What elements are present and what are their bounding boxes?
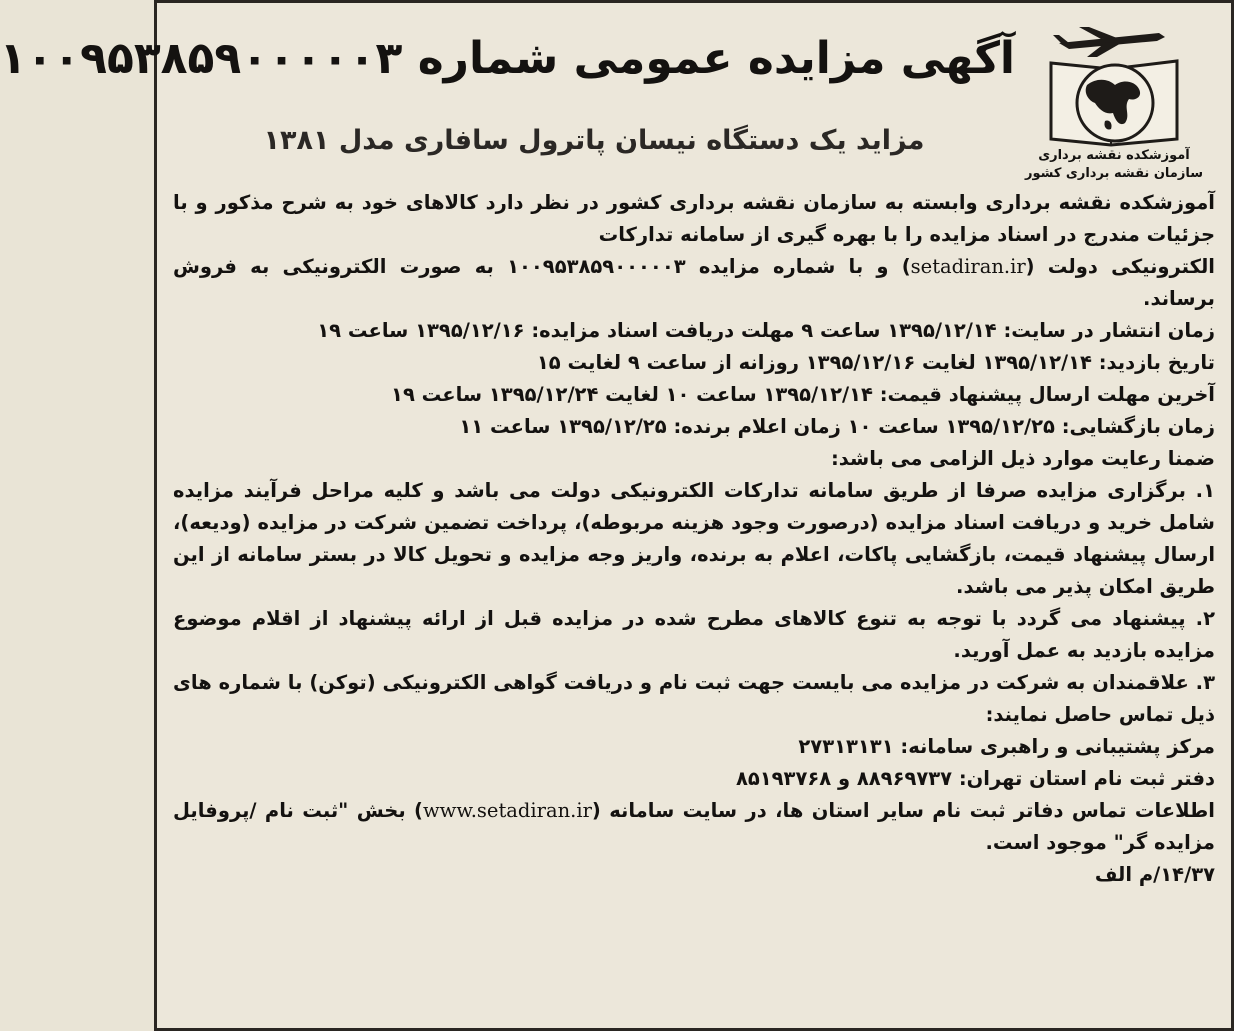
requirement-item-1: ۱. برگزاری مزایده صرفا از طریق سامانه تدارکات الکترونیکی دولت می باشد و کلیه مراحل فرآیند مزایده شامل خرید و دریافت اسناد مزایده (درصورت وجود هزینه مربوطه)، پرداخت تضمین شرکت در مزایده (ودیعه)، ارسال پیشنهاد قیمت، بازگشایی پاکات، اعلام به برنده، واریز وجه مزایده و تحویل کالا در بستر سامانه از این طریق امکان پذیر می باشد. xyxy=(173,479,1215,598)
contact-other-text-b: ) بخش "ثبت نام /پروفایل مزایده گر" موجود است. xyxy=(173,799,1215,854)
notice-header xyxy=(0,17,1215,185)
logo-text-line-2: سازمان نقشه برداری کشور xyxy=(1024,166,1204,181)
intro-paragraph: آموزشکده نقشه برداری وابسته به سازمان نقشه برداری کشور در نظر دارد کالاهای خود به شرح مذکور و با جزئیات مندرج در اسناد مزایده را با بهره گیری از سامانه تدارکات xyxy=(173,191,1215,246)
logo-text-line-1: آموزشکده نقشه برداری xyxy=(1038,148,1190,163)
notice-subtitle: مزاید یک دستگاه نیسان پاترول سافاری مدل ۱۳۸۱ xyxy=(263,125,925,156)
requirements-intro: ضمنا رعایت موارد ذیل الزامی می باشد: xyxy=(830,447,1215,470)
contact-other-text-a: اطلاعات تماس دفاتر ثبت نام سایر استان ها، در سایت سامانه ( xyxy=(591,799,1215,822)
notice-code: ۱۴/۳۷/م الف xyxy=(1094,863,1215,886)
schedule-visit: تاریخ بازدید: ۱۳۹۵/۱۲/۱۴ لغایت ۱۳۹۵/۱۲/۱۶ روزانه از ساعت ۹ لغایت ۱۵ xyxy=(536,351,1215,374)
schedule-opening: زمان بازگشایی: ۱۳۹۵/۱۲/۲۵ ساعت ۱۰ زمان اعلام برنده: ۱۳۹۵/۱۲/۲۵ ساعت ۱۱ xyxy=(459,415,1215,438)
intro-text-b: ) و با شماره مزایده ۱۰۰۹۵۳۸۵۹۰۰۰۰۰۳ به صورت الکترونیکی به فروش برساند. xyxy=(173,255,1215,310)
globe-airplane-logo-icon xyxy=(1039,23,1189,147)
intro-text-a: الکترونیکی دولت ( xyxy=(1025,255,1215,278)
setadiran-www-link[interactable]: www.setadiran.ir xyxy=(422,799,592,822)
schedule-publish: زمان انتشار در سایت: ۱۳۹۵/۱۲/۱۴ ساعت ۹ مهلت دریافت اسناد مزایده: ۱۳۹۵/۱۲/۱۶ ساعت ۱۹ xyxy=(317,319,1215,342)
organization-logo xyxy=(1023,23,1205,183)
requirement-item-2: ۲. پیشنهاد می گردد با توجه به تنوع کالاهای مطرح شده در مزایده قبل از ارائه پیشنهاد از اقلام موضوع مزایده بازدید به عمل آورید. xyxy=(173,607,1215,662)
schedule-deadline: آخرین مهلت ارسال پیشنهاد قیمت: ۱۳۹۵/۱۲/۱۴ ساعت ۱۰ لغایت ۱۳۹۵/۱۲/۲۴ ساعت ۱۹ xyxy=(391,383,1215,406)
requirement-item-3: ۳. علاقمندان به شرکت در مزایده می بایست جهت ثبت نام و دریافت گواهی الکترونیکی (توکن) با شماره های ذیل تماس حاصل نمایند: xyxy=(173,671,1215,726)
notice-title: آگهی مزایده عمومی شماره ۱۰۰۹۵۳۸۵۹۰۰۰۰۰۳ xyxy=(0,33,1015,84)
intro-continuation xyxy=(173,251,1215,315)
contact-support: مرکز پشتیبانی و راهبری سامانه: ۲۷۳۱۳۱۳۱ xyxy=(798,735,1215,758)
notice-body xyxy=(173,187,1215,891)
contact-tehran: دفتر ثبت نام استان تهران: ۸۸۹۶۹۷۳۷ و ۸۵۱۹۳۷۶۸ xyxy=(735,767,1215,790)
contact-other-provinces xyxy=(173,795,1215,859)
setadiran-link[interactable]: setadiran.ir xyxy=(910,255,1026,278)
